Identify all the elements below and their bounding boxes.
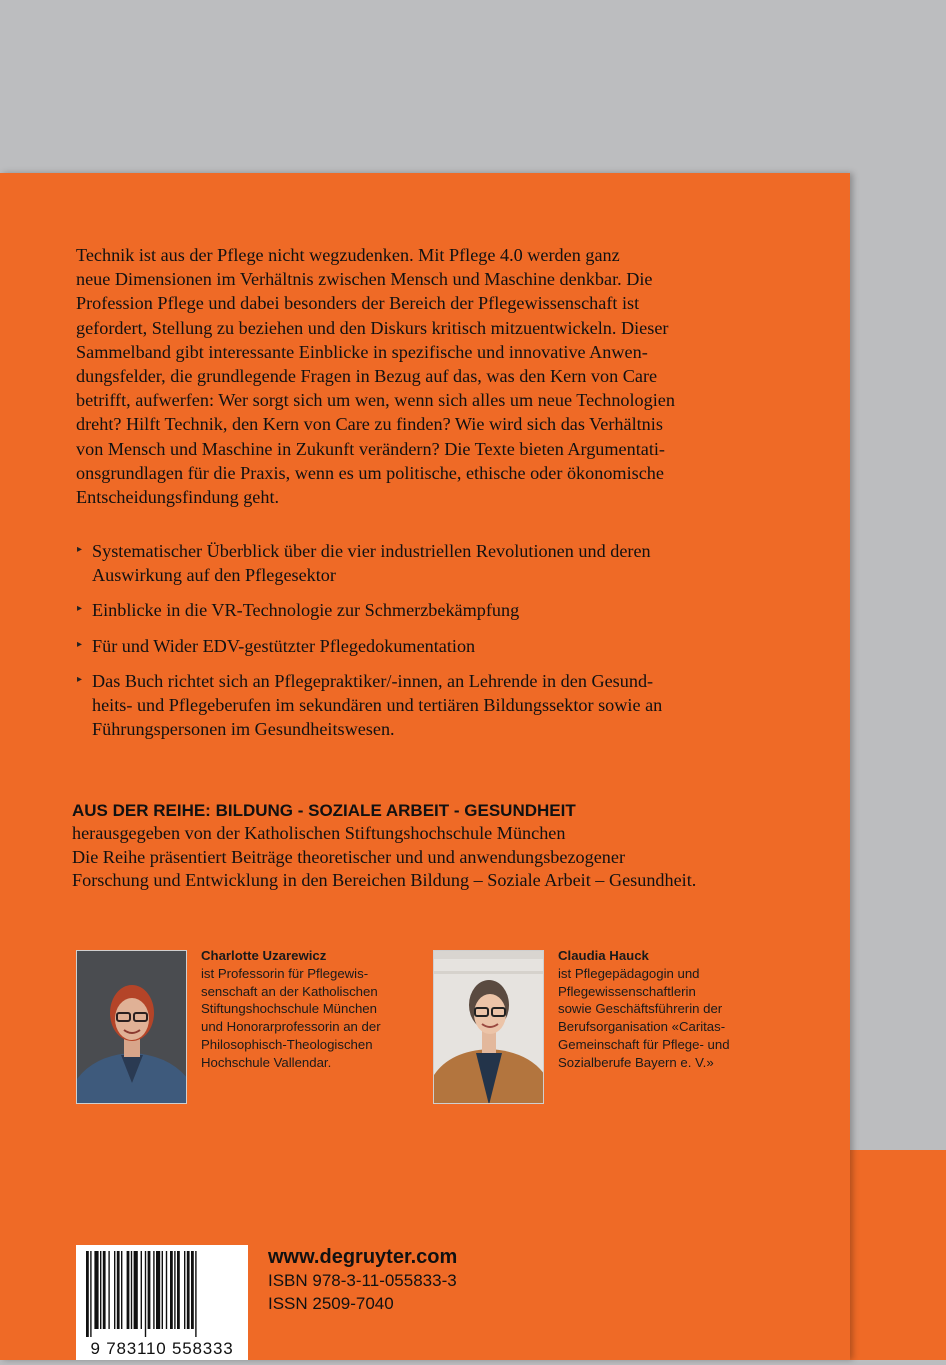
list-item: ▸ Das Buch richtet sich an Pflegepraktiker/-innen, an Lehrende in den Gesund- heits- und Pflegeberufen im sekundären und tertiären Bildungssektor sowie an Führungspersonen im Gesundheitswesen.: [77, 670, 663, 740]
triangle-bullet-icon: ▸: [77, 638, 83, 650]
series-description-line: Forschung und Entwicklung in den Bereichen Bildung – Soziale Arbeit – Gesundheit.: [72, 870, 697, 891]
blurb-line: Sammelband gibt interessante Einblicke in spezifische und innovative Anwen-: [76, 341, 648, 362]
author-portrait-image: [434, 951, 544, 1104]
background-orange-shelf: [846, 1150, 946, 1360]
blurb-line: Profession Pflege und dabei besonders der Bereich der Pflegewissenschaft ist: [76, 293, 640, 314]
triangle-bullet-icon: ▸: [77, 673, 83, 685]
author-portrait-image: [77, 951, 187, 1104]
blurb-line: onsgrundlagen für die Praxis, wenn es um politische, ethische oder ökonomische: [76, 462, 664, 483]
series-editor-line: herausgegeben von der Katholischen Stiftungshochschule München: [72, 823, 566, 843]
series-description-line: Die Reihe präsentiert Beiträge theoretischer und und anwendungsbezogener: [72, 846, 625, 867]
author-name: Charlotte Uzarewicz: [201, 948, 327, 963]
issn-number: ISSN 2509-7040: [268, 1294, 394, 1313]
blurb-line: dungsfelder, die grundlegende Fragen in Bezug auf das, was den Kern von Care: [76, 366, 658, 387]
book-back-cover: [0, 173, 850, 1360]
author-photo: [76, 950, 187, 1104]
blurb-line: von Mensch und Maschine in Zukunft verändern? Die Texte bieten Argumentati-: [76, 438, 665, 459]
publisher-info: [268, 1245, 457, 1315]
author-bio: Claudia Hauck ist Pflegepädagogin und Pflegewissenschaftlerin sowie Geschäftsführerin der Berufsorganisation «Caritas- Gemeinschaft für Pflege- und Sozialberufe Bayern e. V.»: [558, 947, 778, 1072]
blurb-line: Entscheidungsfindung geht.: [76, 487, 280, 508]
publisher-url[interactable]: www.degruyter.com: [268, 1246, 458, 1268]
author-name: Claudia Hauck: [558, 948, 649, 963]
series-info: [72, 800, 812, 893]
list-item: ▸ Für und Wider EDV-gestützter Pflegedokumentation: [77, 635, 476, 656]
blurb-text: [76, 243, 776, 509]
triangle-bullet-icon: ▸: [77, 544, 83, 555]
blurb-line: Technik ist aus der Pflege nicht wegzudenken. Mit Pflege 4.0 werden ganz: [76, 245, 620, 265]
isbn-number: ISBN 978-3-11-055833-3: [268, 1271, 457, 1290]
blurb-line: neue Dimensionen im Verhältnis zwischen Mensch und Maschine denkbar. Die: [76, 269, 653, 290]
blurb-line: betrifft, aufwerfen: Wer sorgt sich um wen, wenn sich alles um neue Technologien: [76, 390, 675, 411]
list-item: ▸ Systematischer Überblick über die vier industriellen Revolutionen und deren Auswirkung auf den Pflegesektor: [77, 541, 651, 586]
series-title: AUS DER REIHE: BILDUNG - SOZIALE ARBEIT - GESUNDHEIT: [72, 801, 576, 820]
isbn-barcode: [76, 1245, 248, 1360]
author-bio: Charlotte Uzarewicz ist Professorin für Pflegewis- senschaft an der Katholischen Stiftungshochschule München und Honorarprofessorin an der Philosophisch-Theologischen Hochschule Vallendar.: [201, 947, 421, 1072]
feature-list: [76, 539, 776, 752]
barcode-digits: 9 783110 558333: [90, 1339, 234, 1358]
blurb-line: gefordert, Stellung zu beziehen und den Diskurs kritisch mitzuentwickeln. Dieser: [76, 317, 669, 338]
triangle-bullet-icon: ▸: [77, 603, 83, 615]
blurb-line: dreht? Hilft Technik, den Kern von Care zu finden? Wie wird sich das Verhältnis: [76, 414, 663, 435]
author-photo: [433, 950, 544, 1104]
list-item: ▸ Einblicke in die VR-Technologie zur Schmerzbekämpfung: [77, 600, 520, 621]
